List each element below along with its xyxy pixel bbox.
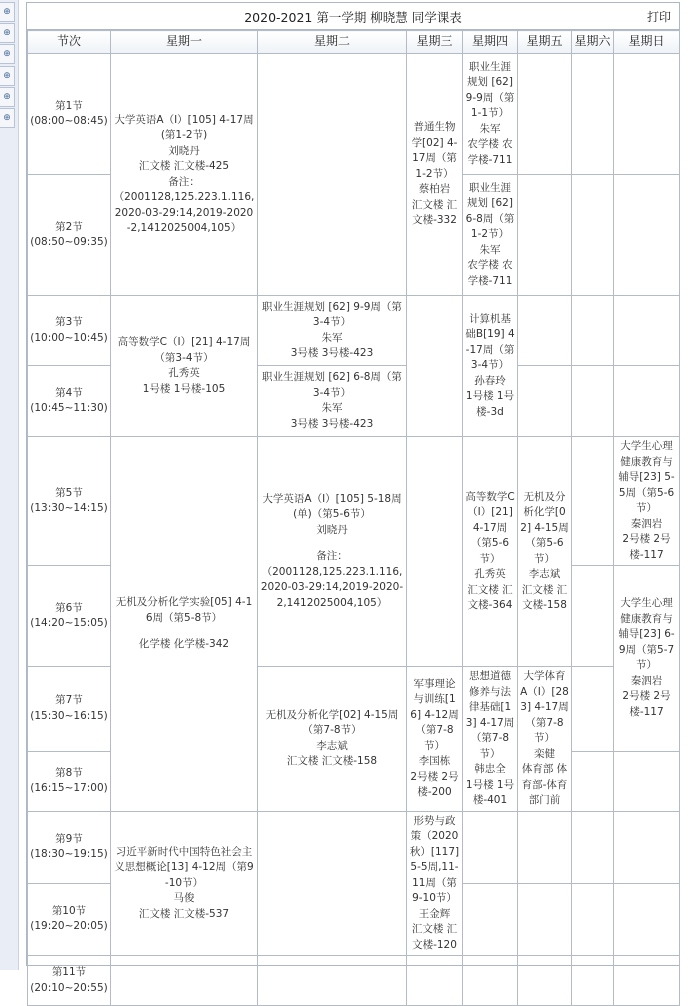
period-cell: 第4节(10:45~11:30) <box>28 366 111 437</box>
empty-cell <box>614 883 680 955</box>
period-cell: 第1节(08:00~08:45) <box>28 54 111 175</box>
empty-cell <box>407 437 463 667</box>
expand-icon[interactable]: ⊕ <box>0 2 15 22</box>
period-cell: 第7节(15:30~16:15) <box>28 667 111 752</box>
col-header-sunday: 星期日 <box>614 31 680 54</box>
print-button[interactable]: 打印 <box>646 10 671 24</box>
empty-cell <box>572 956 614 1006</box>
empty-cell <box>572 751 614 811</box>
course-cell[interactable]: 无机及分析化学实验[05] 4-16周（第5-8节） 化学楼 化学楼-342 <box>111 437 258 812</box>
empty-cell <box>614 366 680 437</box>
empty-cell <box>463 883 518 955</box>
empty-cell <box>572 437 614 566</box>
col-header-monday: 星期一 <box>111 31 258 54</box>
empty-cell <box>111 956 258 1006</box>
period-cell: 第3节(10:00~10:45) <box>28 296 111 366</box>
col-header-wednesday: 星期三 <box>407 31 463 54</box>
period-row <box>28 437 680 566</box>
empty-cell <box>463 811 518 883</box>
course-cell[interactable]: 习近平新时代中国特色社会主义思想概论[13] 4-12周（第9-10节） 马俊 汇文楼 汇文楼-537 <box>111 811 258 956</box>
empty-cell <box>518 366 572 437</box>
empty-cell <box>518 175 572 296</box>
course-cell[interactable]: 高等数学C（I）[21] 4-17周（第3-4节） 孔秀英 1号楼 1号楼-105 <box>111 296 258 437</box>
period-cell: 第8节(16:15~17:00) <box>28 751 111 811</box>
empty-cell <box>518 883 572 955</box>
empty-cell <box>614 175 680 296</box>
period-cell: 第5节(13:30~14:15) <box>28 437 111 566</box>
empty-cell <box>572 566 614 667</box>
empty-cell <box>572 296 614 366</box>
course-cell[interactable]: 职业生涯规划 [62] 9-9周（第1-1节） 朱军 农学楼 农学楼-711 <box>463 54 518 175</box>
period-cell: 第6节(14:20~15:05) <box>28 566 111 667</box>
page-title: 2020-2021 第一学期 柳晓慧 同学课表 <box>244 10 462 25</box>
empty-cell <box>572 667 614 752</box>
col-header-thursday: 星期四 <box>463 31 518 54</box>
empty-cell <box>518 956 572 1006</box>
course-cell[interactable]: 大学英语A（I）[105] 4-17周 (第1-2节) 刘晓丹 汇文楼 汇文楼-425 备注： （2001128,125.223.1.116,2020-03-29:14,2019-2020-2,1412025004,105） <box>111 54 258 296</box>
empty-cell <box>258 956 407 1006</box>
empty-cell <box>572 54 614 175</box>
course-cell[interactable]: 军事理论与训练[16] 4-12周（第7-8节） 李国栋 2号楼 2号楼-200 <box>407 667 463 812</box>
period-row <box>28 811 680 883</box>
course-cell[interactable]: 大学生心理健康教育与辅导[23] 6-9周（第5-7节） 秦泗岩 2号楼 2号楼-117 <box>614 566 680 752</box>
empty-cell <box>518 296 572 366</box>
expand-icon[interactable]: ⊕ <box>0 87 15 107</box>
period-cell: 第9节(18:30~19:15) <box>28 811 111 883</box>
course-cell[interactable]: 思想道德修养与法律基础[13] 4-17周（第7-8节） 韩忠全 1号楼 1号楼-401 <box>463 667 518 812</box>
empty-cell <box>614 54 680 175</box>
period-row <box>28 54 680 175</box>
empty-cell <box>258 811 407 956</box>
period-row <box>28 956 680 1006</box>
left-panel-strip <box>0 0 19 970</box>
col-header-friday: 星期五 <box>518 31 572 54</box>
course-cell[interactable]: 大学英语A（I）[105] 5-18周(单)（第5-6节） 刘晓丹 备注： （2001128,125.223.1.116,2020-03-29:14,2019-2020-2,1412025004,105） <box>258 437 407 667</box>
course-cell[interactable]: 普通生物学[02] 4-17周（第1-2节） 蔡柏岩 汇文楼 汇文楼-332 <box>407 54 463 296</box>
period-cell: 第2节(08:50~09:35) <box>28 175 111 296</box>
empty-cell <box>572 366 614 437</box>
col-header-tuesday: 星期二 <box>258 31 407 54</box>
course-cell[interactable]: 大学生心理健康教育与辅导[23] 5-5周（第5-6节） 秦泗岩 2号楼 2号楼-117 <box>614 437 680 566</box>
empty-cell <box>518 54 572 175</box>
course-cell[interactable]: 大学体育A（I）[283] 4-17周（第7-8节） 栾健 体育部 体育部-体育部门前 <box>518 667 572 812</box>
empty-cell <box>614 956 680 1006</box>
empty-cell <box>572 883 614 955</box>
empty-cell <box>463 956 518 1006</box>
title-bar <box>27 3 679 30</box>
empty-cell <box>614 751 680 811</box>
header-row <box>28 31 680 54</box>
empty-cell <box>407 296 463 437</box>
empty-cell <box>572 811 614 883</box>
empty-cell <box>258 54 407 296</box>
period-cell: 第10节(19:20~20:05) <box>28 883 111 955</box>
col-header-period: 节次 <box>28 31 111 54</box>
expand-icon[interactable]: ⊕ <box>0 23 15 43</box>
period-cell: 第11节(20:10~20:55) <box>28 956 111 1006</box>
empty-cell <box>614 811 680 883</box>
course-cell[interactable]: 形势与政策（2020秋）[117] 5-5周,11-11周（第9-10节） 王金辉 汇文楼 汇文楼-120 <box>407 811 463 956</box>
empty-cell <box>614 296 680 366</box>
course-cell[interactable]: 职业生涯规划 [62] 6-8周（第3-4节） 朱军 3号楼 3号楼-423 <box>258 366 407 437</box>
course-cell[interactable]: 职业生涯规划 [62] 9-9周（第3-4节） 朱军 3号楼 3号楼-423 <box>258 296 407 366</box>
course-cell[interactable]: 无机及分析化学[02] 4-15周（第7-8节） 李志斌 汇文楼 汇文楼-158 <box>258 667 407 812</box>
course-cell[interactable]: 无机及分析化学[02] 4-15周（第5-6节） 李志斌 汇文楼 汇文楼-158 <box>518 437 572 667</box>
expand-icon[interactable]: ⊕ <box>0 44 15 64</box>
schedule-table <box>27 30 680 1006</box>
period-row <box>28 296 680 366</box>
course-cell[interactable]: 职业生涯规划 [62] 6-8周（第1-2节） 朱军 农学楼 农学楼-711 <box>463 175 518 296</box>
empty-cell <box>518 811 572 883</box>
expand-icon[interactable]: ⊕ <box>0 66 15 86</box>
empty-cell <box>407 956 463 1006</box>
schedule-frame <box>26 2 680 994</box>
empty-cell <box>572 175 614 296</box>
expand-icon[interactable]: ⊕ <box>0 108 15 128</box>
col-header-saturday: 星期六 <box>572 31 614 54</box>
course-cell[interactable]: 计算机基础B[19] 4-17周（第3-4节） 孙春玲 1号楼 1号楼-3d <box>463 296 518 437</box>
course-cell[interactable]: 高等数学C（I）[21] 4-17周（第5-6节） 孔秀英 汇文楼 汇文楼-364 <box>463 437 518 667</box>
